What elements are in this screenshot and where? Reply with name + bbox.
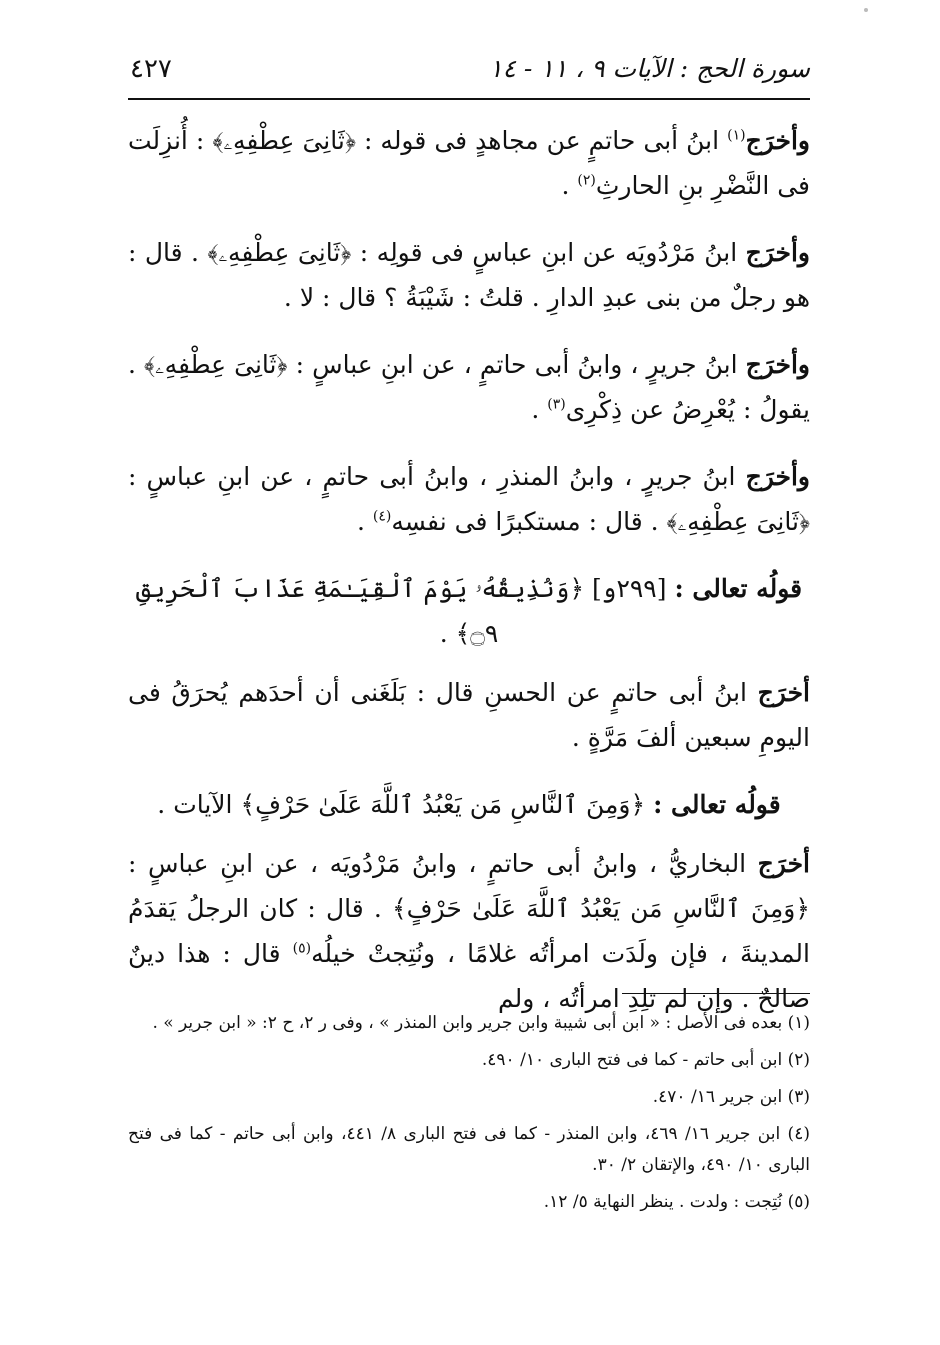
verse-text: [٢٩٩و] ﴿وَنُذِيقُهُۥ يَوْمَ ٱلْقِيَـٰمَةِ عَذَابَ ٱلْحَرِيقِ ۝٩﴾ . <box>135 574 675 648</box>
verse-heading-1 <box>128 566 810 656</box>
verse-lead: قولُه تعالى : <box>674 574 803 603</box>
footnote-ref: (٢) <box>577 172 596 189</box>
verse-heading-2 <box>128 782 810 827</box>
page-header <box>130 52 810 96</box>
footnote-3: (٣) ابن جرير ١٦/ ٤٧٠. <box>652 1087 810 1107</box>
footnote-ref: (٤) <box>372 508 392 525</box>
footnote-5: (٥) نُتِجت : ولدت . ينظر النهاية ٥/ ١٢. <box>543 1192 810 1212</box>
main-text <box>128 118 810 1043</box>
paragraph-lead: وأخرَج <box>745 462 810 491</box>
paragraph-5 <box>128 670 810 760</box>
footnote-ref: (٣) <box>547 396 566 413</box>
verse-lead: قولُه تعالى : <box>653 790 781 819</box>
paragraph-3 <box>128 342 810 432</box>
paragraph-1 <box>128 118 810 208</box>
paragraph-lead: وأخرَج <box>745 238 810 267</box>
paragraph-end: . <box>531 395 548 424</box>
footnote-4: (٤) ابن جرير ١٦/ ٤٦٩، وابن المنذر - كما فى فتح البارى ٨/ ٤٤١، وابن أبى حاتم - كما فى فتح البارى ١٠/ ٤٩٠، والإتقان ٢/ ٣٠. <box>128 1124 810 1175</box>
paragraph-text: ابنُ أبى حاتمٍ عن مجاهدٍ فى قوله : ﴿ثَانِىَ عِطْفِهِۦ﴾ : أُنزِلَت فى النَّضْرِ بنِ الحارثِ <box>128 126 810 200</box>
paragraph-end: قال : هذا دينٌ صالحٌ . وإن لم تلِدِ امرأتُه ، ولم <box>128 939 810 1013</box>
paragraph-6 <box>128 841 810 1021</box>
paragraph-text: البخاريُّ ، وابنُ أبى حاتمٍ ، وابنُ مَرْدُويَه ، عن ابنِ عباسٍ : ﴿وَمِنَ ٱلنَّاسِ مَن يَعْبُدُ ٱللَّهَ عَلَىٰ حَرْفٍ﴾ . قال : كان الرجلُ يَقدَمُ المدينةَ ، فإن ولَدَت امرأتُه غلامًا ، ونُتِجتْ خيلُه <box>128 849 810 968</box>
footnote-rule <box>622 993 810 994</box>
paragraph-lead: أخرَج <box>757 849 810 878</box>
paragraph-text: ابنُ مَرْدُويَه عن ابنِ عباسٍ فى قولِه : ﴿ثَانِىَ عِطْفِهِۦ﴾ . قال : هو رجلٌ من بنى عبدِ الدارِ . قلتُ : شَيْبَةُ ؟ قال : لا . <box>128 238 810 312</box>
footnote-1: (١) بعده فى الأصل : « ابن أبى شيبة وابن جرير وابن المنذر » ، وفى ر ٢، ح ٢: « ابن جرير » . <box>152 1013 810 1033</box>
verse-text: ﴿وَمِنَ ٱلنَّاسِ مَن يَعْبُدُ ٱللَّهَ عَلَىٰ حَرْفٍ﴾ الآيات . <box>157 790 654 819</box>
header-rule <box>128 98 810 100</box>
paragraph-lead: وأخرَج <box>745 126 810 155</box>
scan-speck <box>864 8 868 12</box>
running-title: سورة الحج : الآيات ٩ ، ١١ - ١٤ <box>489 54 810 83</box>
paragraph-4 <box>128 454 810 544</box>
paragraph-text: ابنُ جريرٍ ، وابنُ أبى حاتمٍ ، عن ابنِ عباسٍ : ﴿ثَانِىَ عِطْفِهِۦ﴾ . يقولُ : يُعْرِضُ عن ذِكْرِى <box>128 350 810 424</box>
footnotes <box>128 1008 810 1224</box>
page-number: ٤٢٧ <box>130 54 172 84</box>
footnote-ref: (٥) <box>292 940 312 957</box>
paragraph-end: . <box>356 507 373 536</box>
paragraph-lead: وأخرَج <box>745 350 810 379</box>
footnote-ref: (١) <box>727 127 746 144</box>
paragraph-end: . <box>561 171 578 200</box>
paragraph-2 <box>128 230 810 320</box>
paragraph-lead: أخرَج <box>757 678 810 707</box>
footnote-2: (٢) ابن أبى حاتم - كما فى فتح البارى ١٠/ ٤٩٠. <box>481 1050 810 1070</box>
paragraph-text: ابنُ أبى حاتمٍ عن الحسنِ قال : بَلَغَنى أن أحدَهم يُحرَقُ فى اليومِ سبعين ألفَ مَرَّةٍ . <box>128 678 810 752</box>
paragraph-text: ابنُ جريرٍ ، وابنُ المنذرِ ، وابنُ أبى حاتمٍ ، عن ابنِ عباسٍ : ﴿ثَانِىَ عِطْفِهِۦ﴾ . قال : مستكبرًا فى نفسِه <box>128 462 810 536</box>
